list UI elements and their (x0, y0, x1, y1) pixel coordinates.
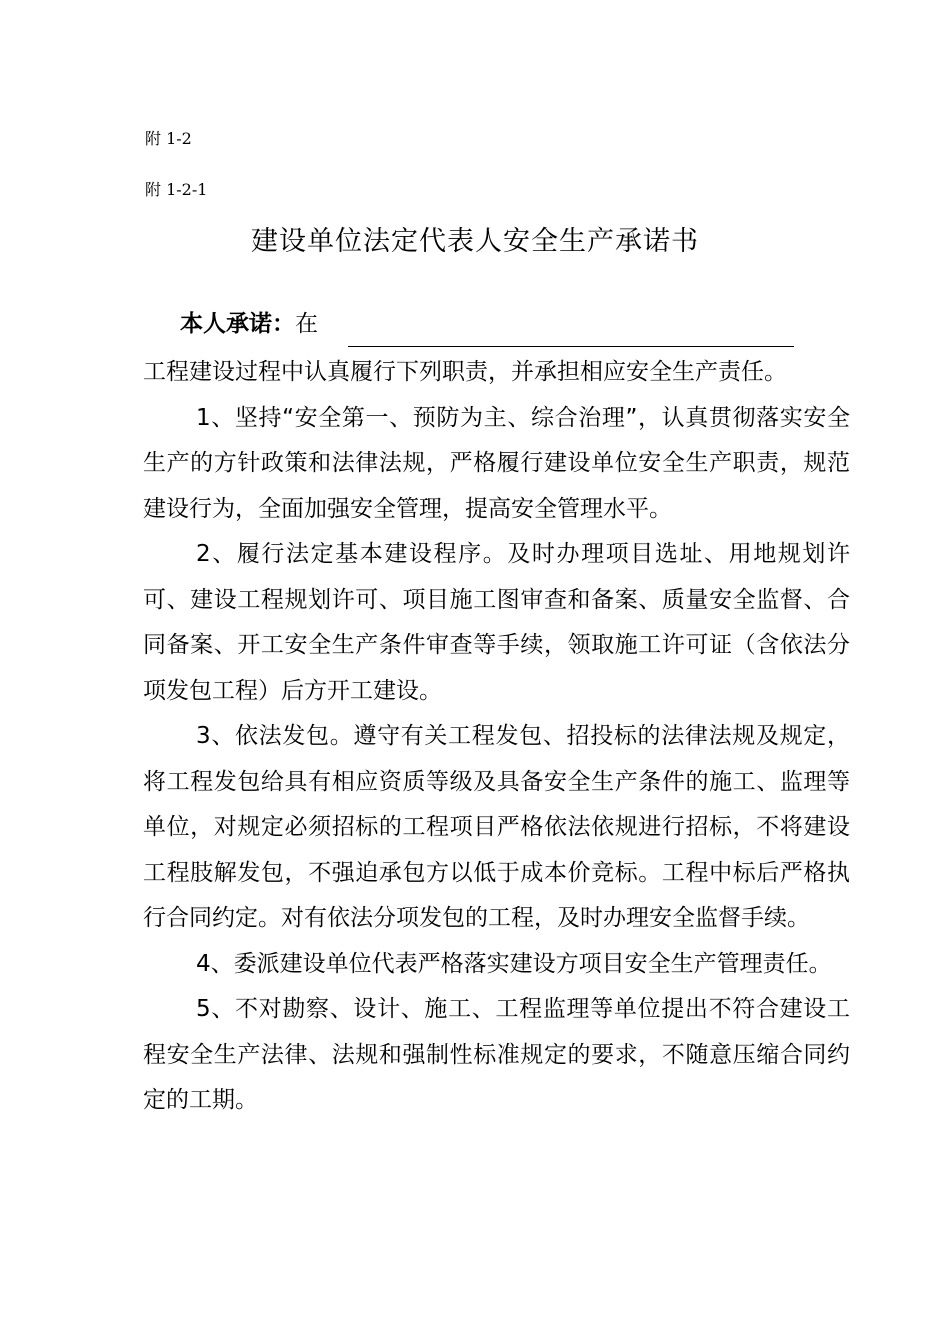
paragraph-item-1: 1、坚持“安全第一、预防为主、综合治理”，认真贯彻落实安全生产的方针政策和法律法规，严格履行建设单位安全生产职责，规范建设行为，全面加强安全管理，提高安全管理水平。 (143, 404, 850, 522)
promise-label: 本人承诺： (180, 311, 295, 337)
promise-line (180, 306, 318, 342)
promise-prefix: 在 (295, 311, 318, 337)
paragraph-item-3: 3、依法发包。遵守有关工程发包、招投标的法律法规及规定，将工程发包给具有相应资质等级及具备安全生产条件的施工、监理等单位，对规定必须招标的工程项目严格依法依规进行招标，不将建设工程肢解发包，不强迫承包方以低于成本价竞标。工程中标后严格执行合同约定。对有依法分项发包的工程，及时办理安全监督手续。 (143, 723, 850, 931)
paragraph-item-5: 5、不对勘察、设计、施工、工程监理等单位提出不符合建设工程安全生产法律、法规和强制性标准规定的要求，不随意压缩合同约定的工期。 (143, 996, 850, 1113)
sub-annex-label: 附 1-2-1 (145, 180, 208, 199)
paragraph-intro: 工程建设过程中认真履行下列职责，并承担相应安全生产责任。 (143, 359, 787, 385)
project-name-blank-line (348, 346, 794, 347)
document-title: 建设单位法定代表人安全生产承诺书 (251, 226, 699, 257)
paragraph-item-4: 4、委派建设单位代表严格落实建设方项目安全生产管理责任。 (196, 950, 832, 977)
document-body (143, 350, 850, 1124)
paragraph-item-2: 2、履行法定基本建设程序。及时办理项目选址、用地规划许可、建设工程规划许可、项目施工图审查和备案、质量安全监督、合同备案、开工安全生产条件审查等手续，领取施工许可证（含依法分项发包工程）后方开工建设。 (143, 541, 850, 704)
annex-label: 附 1-2 (145, 129, 192, 148)
